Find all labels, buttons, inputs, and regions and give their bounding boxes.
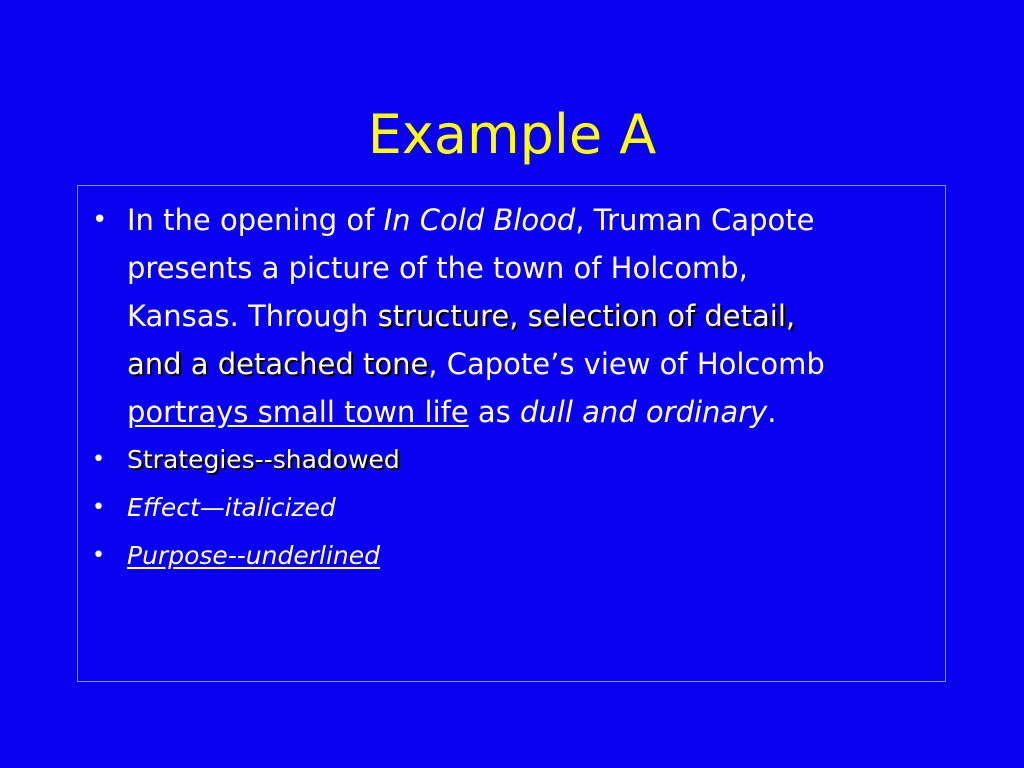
bullet-icon: • [92, 543, 105, 568]
bullet-icon: • [92, 495, 105, 520]
bullet-item-strategies [92, 442, 842, 478]
legend-strategies: Strategies--shadowed [127, 445, 400, 474]
bullet-icon: • [92, 447, 105, 472]
bullet-item-effect [92, 490, 842, 526]
main-text-part3: , Capote’s view of Holcomb [428, 347, 825, 381]
slide-title: Example A [367, 103, 657, 166]
strategies-phrase: structure, selection of detail, and a detached tone [127, 299, 796, 381]
bullet-item-main [92, 196, 842, 436]
purpose-phrase: portrays small town life [127, 395, 469, 429]
book-title: In Cold Blood [383, 203, 576, 237]
main-text-part4: as [468, 395, 521, 429]
main-text-part2: , Truman Capote presents a picture of the town of Holcomb, Kansas. Through [127, 203, 815, 333]
bullet-icon: • [92, 205, 108, 235]
bullet-item-purpose [92, 538, 842, 574]
legend-purpose: Purpose--underlined [127, 541, 381, 570]
bullet-list [92, 196, 842, 586]
legend-effect: Effect—italicized [127, 493, 336, 522]
main-text-part1: In the opening of [127, 203, 384, 237]
effect-phrase: dull and ordinary [520, 395, 768, 429]
main-text-part5: . [767, 395, 777, 429]
content-box [77, 185, 946, 682]
